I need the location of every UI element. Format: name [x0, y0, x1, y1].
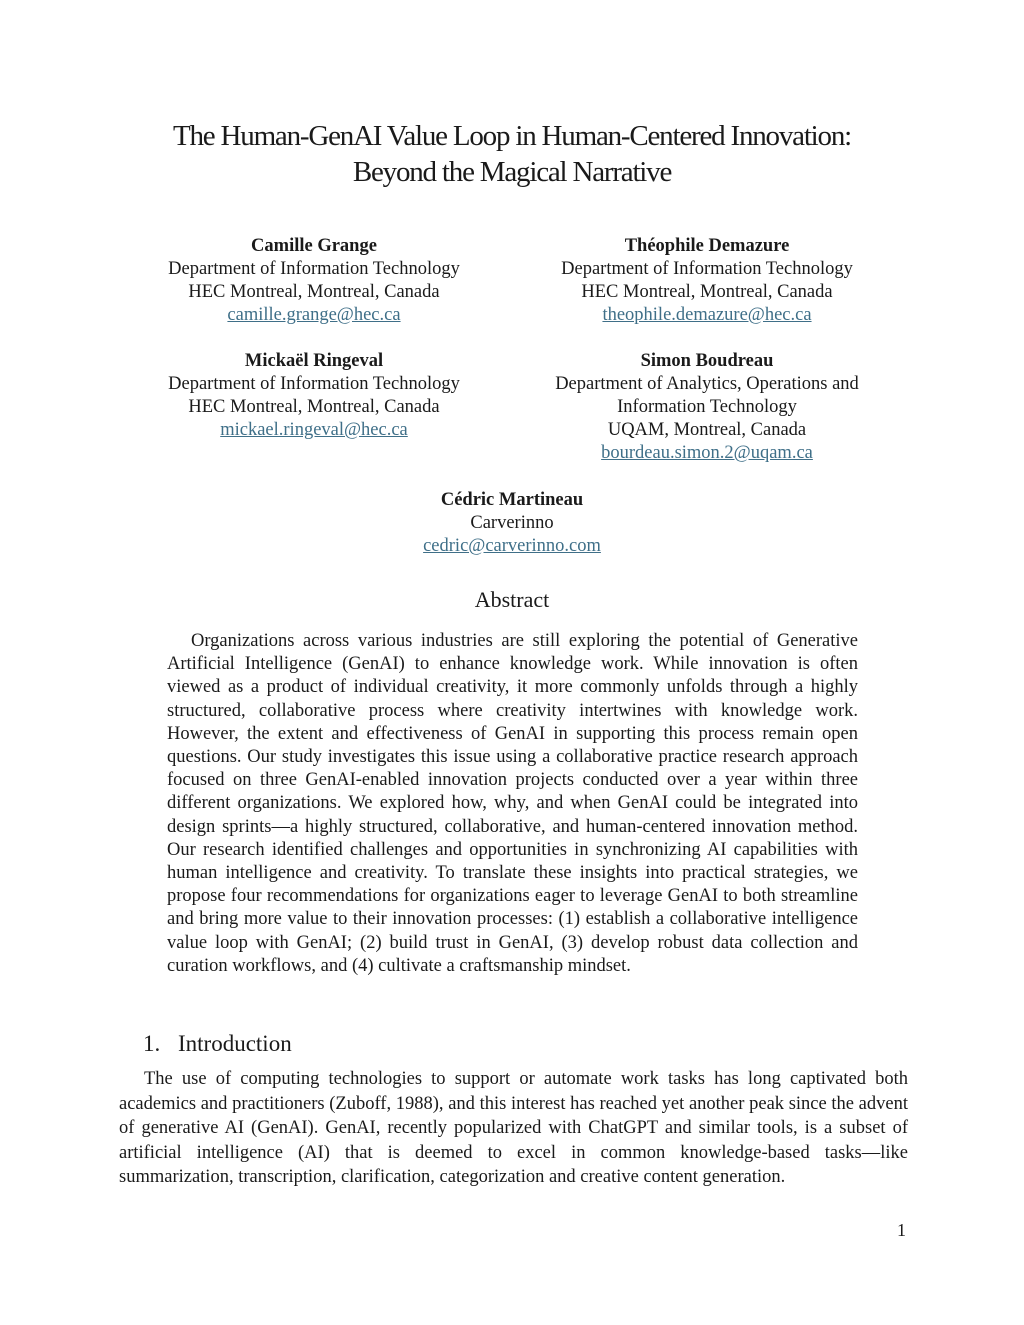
author-affiliation-line: HEC Montreal, Montreal, Canada	[188, 282, 440, 302]
page-number: 1	[897, 1220, 906, 1240]
author-affiliation-line: UQAM, Montreal, Canada	[607, 420, 807, 440]
author-name: Simon Boudreau	[640, 351, 774, 371]
author-affiliation-line: Information Technology	[617, 397, 797, 417]
author-affiliation-line: HEC Montreal, Montreal, Canada	[581, 282, 833, 302]
author-email-link[interactable]: camille.grange@hec.ca	[227, 305, 401, 325]
abstract-paragraph: Organizations across various industries are still exploring the potential of Generative Artificial Intelligence (GenAI) to enhance knowledge work. While innovation is often viewed as a product of individual creativity, it more commonly unfolds through a highly structured, collaborative process where creativity intertwines with knowledge work. However, the extent and effectiveness of GenAI in supporting this process remain open questions. Our study investigates this issue using a collaborative practice research approach focused on three GenAI-enabled innovation projects conducted over a year within three different organizations. We explored how, why, and when GenAI could be integrated into design sprints—a highly structured, collaborative, and human-centered innovation method. Our research identified challenges and opportunities in synchronizing AI capabilities with human intelligence and creativity. To translate these insights into practical strategies, we propose four recommendations for organizations eager to leverage GenAI to both streamline and bring more value to their innovation processes: (1) establish a collaborative intelligence value loop with GenAI; (2) build trust in GenAI, (3) develop robust data collection and curation workflows, and (4) cultivate a craftsmanship mindset.	[167, 631, 858, 976]
author-affiliation-line: HEC Montreal, Montreal, Canada	[188, 397, 440, 417]
author-email-link[interactable]: mickael.ringeval@hec.ca	[220, 420, 408, 440]
author-name: Mickaël Ringeval	[244, 351, 384, 371]
author-affiliation-line: Department of Analytics, Operations and	[555, 374, 859, 394]
author-name: Théophile Demazure	[624, 236, 790, 256]
author-affiliation-line: Department of Information Technology	[168, 259, 460, 279]
section-number: 1.	[143, 1031, 161, 1056]
author-block-cedric-martineau	[302, 489, 722, 558]
abstract-heading: Abstract	[474, 587, 550, 612]
author-block-theophile-demazure	[497, 235, 917, 327]
paper-title-line-1: The Human-GenAI Value Loop in Human-Centered Innovation:	[172, 120, 851, 152]
author-affiliation-line: Carverinno	[470, 513, 554, 533]
author-block-mickael-ringeval	[104, 350, 524, 442]
author-block-simon-boudreau	[497, 350, 917, 465]
paper-title	[0, 118, 1024, 190]
author-email-link[interactable]: bourdeau.simon.2@uqam.ca	[601, 443, 813, 463]
author-name: Cédric Martineau	[440, 490, 584, 510]
author-name: Camille Grange	[251, 236, 377, 256]
author-affiliation-line: Department of Information Technology	[168, 374, 460, 394]
section-title: Introduction	[178, 1031, 292, 1056]
author-email-link[interactable]: theophile.demazure@hec.ca	[602, 305, 812, 325]
author-affiliation-line: Department of Information Technology	[561, 259, 853, 279]
author-block-camille-grange	[104, 235, 524, 327]
paper-title-line-2: Beyond the Magical Narrative	[352, 156, 672, 188]
introduction-paragraph: The use of computing technologies to support or automate work tasks has long captivated both academics and practitioners (Zuboff, 1988), and this interest has reached yet another peak since the advent of generative AI (GenAI). GenAI, recently popularized with ChatGPT and similar tools, is a subset of artificial intelligence (AI) that is deemed to excel in common knowledge-based tasks—like summarization, transcription, clarification, categorization and creative content generation.	[119, 1069, 908, 1188]
author-email-link[interactable]: cedric@carverinno.com	[423, 536, 601, 556]
section-heading-introduction	[143, 1030, 292, 1058]
